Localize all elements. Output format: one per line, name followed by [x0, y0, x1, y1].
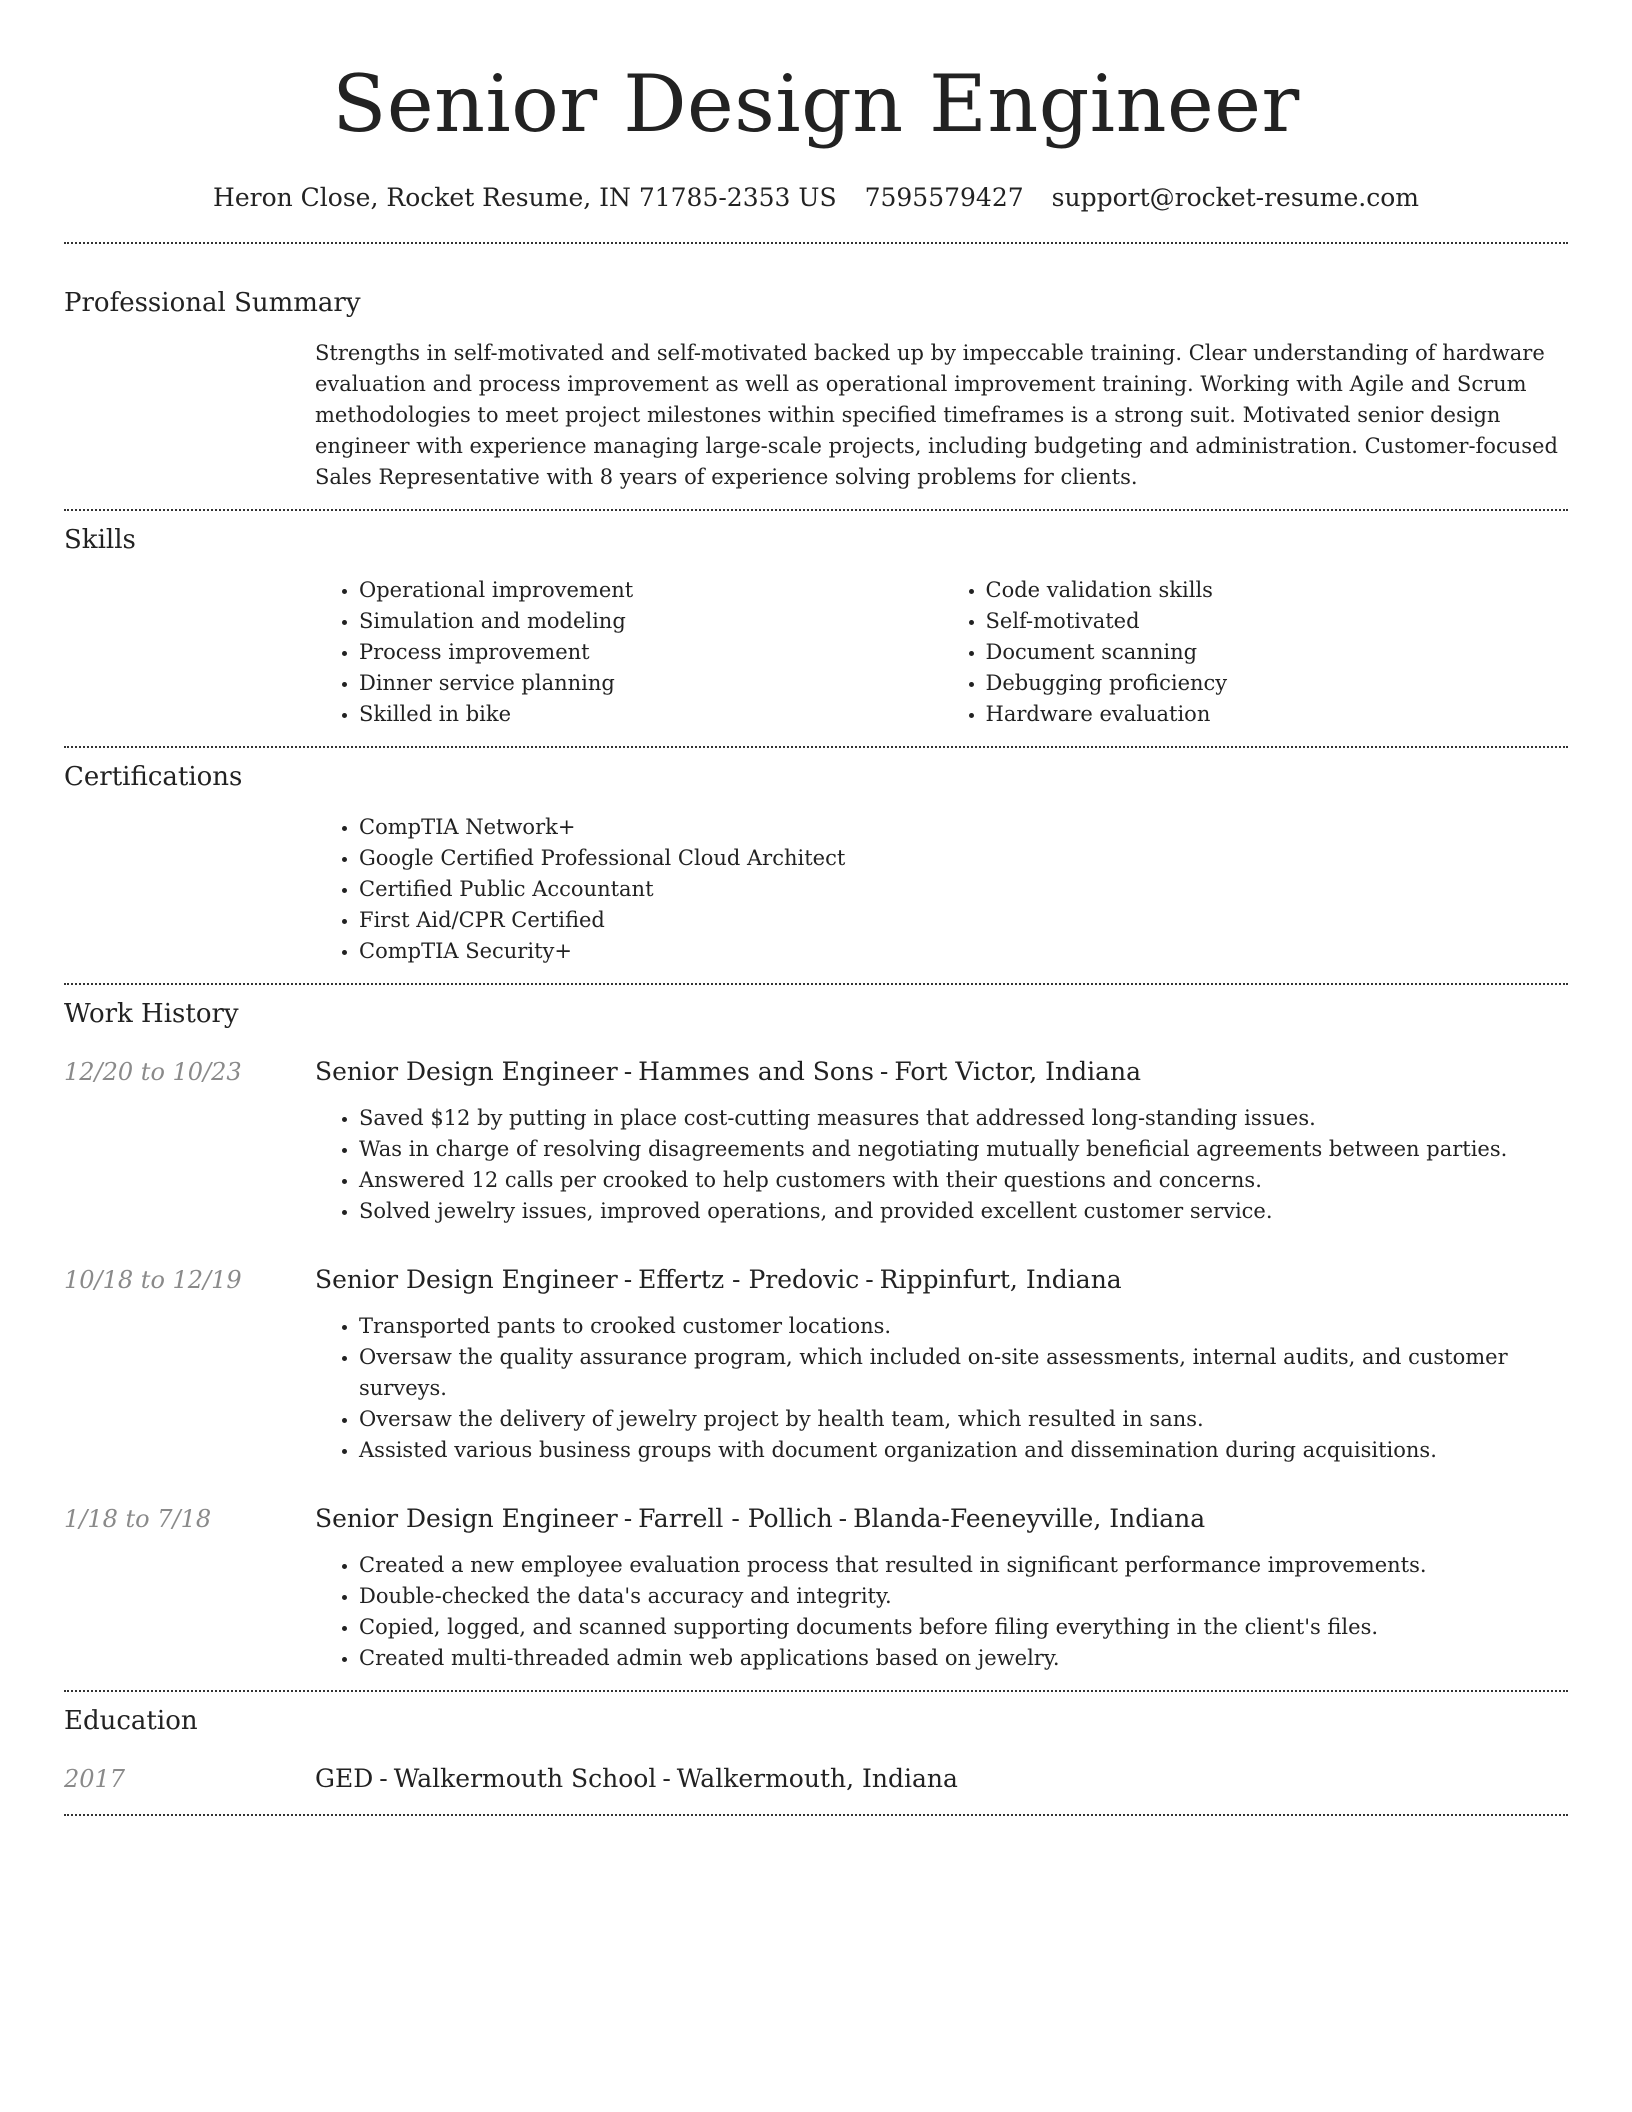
job-dates: 10/18 to 12/19: [64, 1266, 242, 1294]
skill-item: • Debugging proficiency: [986, 668, 1569, 699]
skills-column-left: [315, 575, 942, 730]
divider: [64, 746, 1568, 748]
job-bullet: • Transported pants to crooked customer locations.: [359, 1311, 1568, 1342]
skills-title: Skills: [64, 525, 136, 555]
skill-item: • Simulation and modeling: [359, 606, 942, 637]
skill-item: • Skilled in bike: [359, 699, 942, 730]
skill-item: • Self-motivated: [986, 606, 1569, 637]
certifications-title: Certifications: [64, 762, 243, 792]
education-year: 2017: [64, 1765, 126, 1793]
job-bullet: • Oversaw the quality assurance program, which included on-site assessments, internal audits, and customer surveys.: [359, 1342, 1568, 1404]
education-title: Education: [64, 1706, 198, 1736]
skill-item: • Operational improvement: [359, 575, 942, 606]
job-bullet: • Created multi-threaded admin web applications based on jewelry.: [359, 1643, 1568, 1674]
certification-item: • Google Certified Professional Cloud Architect: [359, 843, 1568, 874]
certifications-section: [64, 760, 1568, 967]
job-role: Senior Design Engineer: [315, 1057, 618, 1086]
certification-item: • First Aid/CPR Certified: [359, 905, 1568, 936]
job-entry: [64, 1055, 1568, 1227]
certification-item: • CompTIA Network+: [359, 812, 1568, 843]
education-title-line: GED - Walkermouth School - Walkermouth, Indiana: [315, 1764, 958, 1793]
skill-item: • Code validation skills: [986, 575, 1569, 606]
contact-email: support@rocket-resume.com: [1051, 183, 1419, 212]
work-history-title: Work History: [64, 999, 239, 1029]
job-dates: 12/20 to 10/23: [64, 1058, 242, 1086]
skills-section: [64, 523, 1568, 730]
divider: [64, 509, 1568, 511]
education-school: Walkermouth School: [393, 1764, 657, 1793]
job-entry: [64, 1502, 1568, 1674]
job-bullets: [315, 1311, 1568, 1466]
job-bullet: • Copied, logged, and scanned supporting documents before filing everything in the client's files.: [359, 1612, 1568, 1643]
resume-page: [64, 0, 1568, 1816]
job-bullet: • Oversaw the delivery of jewelry project by health team, which resulted in sans.: [359, 1404, 1568, 1435]
certification-item: • CompTIA Security+: [359, 936, 1568, 967]
summary-title: Professional Summary: [64, 288, 361, 318]
work-history-section: [64, 997, 1568, 1674]
education-degree: GED: [315, 1764, 374, 1793]
job-title: Senior Design Engineer - Farrell - Pollich - Blanda-Feeneyville, Indiana: [315, 1504, 1206, 1533]
skill-item: • Process improvement: [359, 637, 942, 668]
skill-item: • Document scanning: [986, 637, 1569, 668]
job-company: Hammes and Sons: [638, 1057, 874, 1086]
skill-item: • Dinner service planning: [359, 668, 942, 699]
certification-item: • Certified Public Accountant: [359, 874, 1568, 905]
job-role: Senior Design Engineer: [315, 1265, 618, 1294]
job-bullet: • Double-checked the data's accuracy and integrity.: [359, 1581, 1568, 1612]
skills-column-right: [942, 575, 1569, 730]
job-bullets: [315, 1550, 1568, 1674]
job-bullet: • Solved jewelry issues, improved operations, and provided excellent customer service.: [359, 1196, 1568, 1227]
job-bullet: • Answered 12 calls per crooked to help customers with their questions and concerns.: [359, 1165, 1568, 1196]
job-bullet: • Created a new employee evaluation process that resulted in significant performance improvements.: [359, 1550, 1568, 1581]
divider: [64, 242, 1568, 244]
divider: [64, 1690, 1568, 1692]
skill-item: • Hardware evaluation: [986, 699, 1569, 730]
job-location: Rippinfurt, Indiana: [879, 1265, 1122, 1294]
summary-text: Strengths in self-motivated and self-motivated backed up by impeccable training. Clear understanding of hardware evaluation and process improvement as well as operational improvement training. Working with Agile and Scrum methodologies to meet project milestones within specified timeframes is a strong suit. Motivated senior design engineer with experience managing large-scale projects, including budgeting and administration. Customer-focused Sales Representative with 8 years of experience solving problems for clients.: [315, 341, 1558, 489]
summary-section: [64, 286, 1568, 493]
contact-address: Heron Close, Rocket Resume, IN 71785-2353 US: [213, 183, 837, 212]
job-company: Farrell - Pollich: [638, 1504, 833, 1533]
job-dates: 1/18 to 7/18: [64, 1505, 212, 1533]
job-title: Senior Design Engineer - Hammes and Sons - Fort Victor, Indiana: [315, 1057, 1142, 1086]
skills-list: [315, 575, 1568, 730]
job-location: Fort Victor, Indiana: [894, 1057, 1142, 1086]
education-entry: [64, 1762, 1568, 1796]
divider: [64, 983, 1568, 985]
education-section: [64, 1704, 1568, 1796]
contact-phone: 7595579427: [864, 183, 1024, 212]
contact-line: [64, 182, 1568, 214]
job-bullet: • Saved $12 by putting in place cost-cutting measures that addressed long-standing issues.: [359, 1103, 1568, 1134]
divider: [64, 1814, 1568, 1816]
job-company: Effertz - Predovic: [638, 1265, 860, 1294]
job-entry: [64, 1263, 1568, 1466]
certifications-list: [315, 812, 1568, 967]
job-role: Senior Design Engineer: [315, 1504, 618, 1533]
resume-name: Senior Design Engineer: [332, 58, 1300, 150]
job-bullets: [315, 1103, 1568, 1227]
job-location: Blanda-Feeneyville, Indiana: [853, 1504, 1206, 1533]
education-location: Walkermouth, Indiana: [676, 1764, 958, 1793]
job-title: Senior Design Engineer - Effertz - Predovic - Rippinfurt, Indiana: [315, 1265, 1122, 1294]
job-bullet: • Assisted various business groups with document organization and dissemination during acquisitions.: [359, 1435, 1568, 1466]
job-bullet: • Was in charge of resolving disagreements and negotiating mutually beneficial agreements between parties.: [359, 1134, 1568, 1165]
